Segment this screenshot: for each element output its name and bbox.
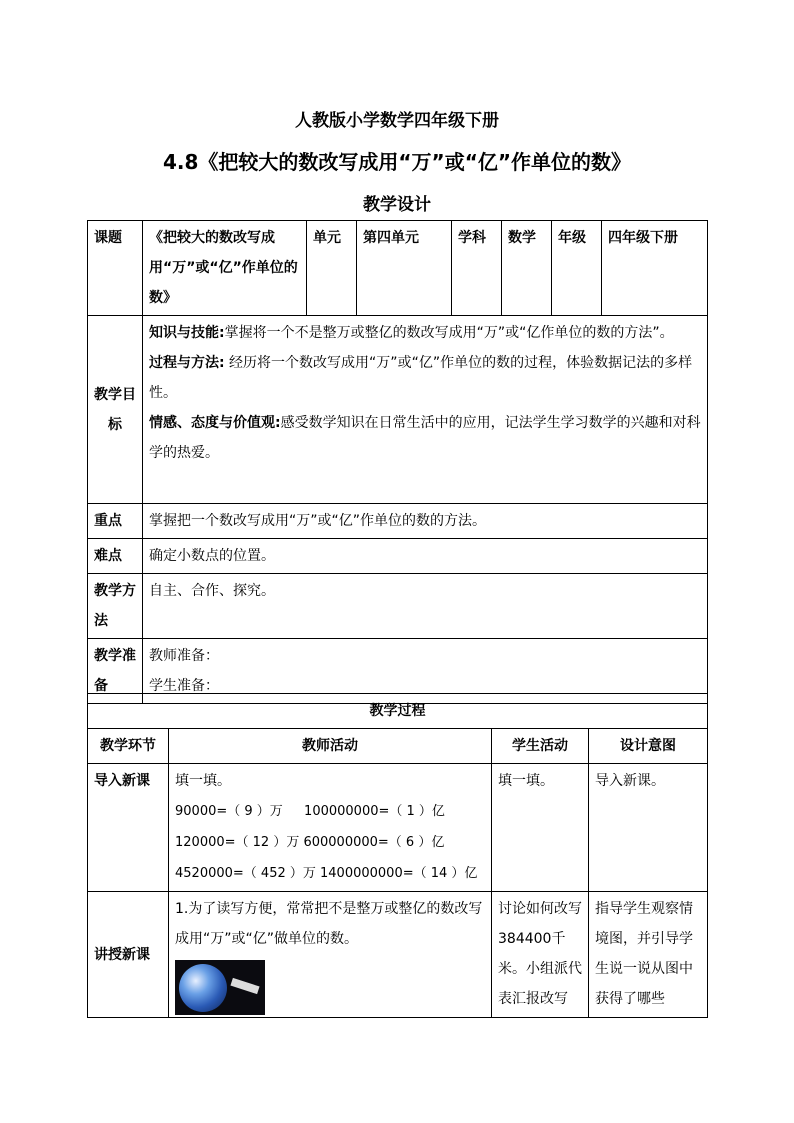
method-text: 自主、合作、探究。	[143, 574, 708, 639]
unit-label: 单元	[307, 221, 357, 316]
header-stage: 教学环节	[88, 729, 169, 764]
teacher-prep: 教师准备：	[149, 648, 219, 664]
lesson-title: 4.8《把较大的数改写成用“万”或“亿”作单位的数》	[162, 150, 631, 174]
earth-icon	[179, 964, 227, 1012]
process-row-new	[88, 892, 708, 1018]
teacher-activity-intro: 填一填。 90000=（ 9 ）万 100000000=（ 1 ）亿 120000=（ 12 ）万 600000000=（ 6 ）亿 4520000=（ 452 ）万 1400000000=（ 14 ）亿	[169, 764, 492, 892]
key-point-row	[88, 504, 708, 539]
objective-item: 知识与技能:掌握将一个不是整万或整亿的数改写成用“万”或“亿作单位的数的方法”。	[149, 325, 674, 341]
teacher-activity-new: 1.为了读写方便，常常把不是整万或整亿的数改写成用“万”或“亿”做单位的数。	[169, 892, 492, 1018]
fill-line: 4520000=（ 452 ）万 1400000000=（ 14 ）亿	[175, 866, 478, 881]
student-activity-intro: 填一填。	[492, 764, 589, 892]
distance-tag-icon	[230, 978, 259, 994]
header-teacher: 教师活动	[169, 729, 492, 764]
method-row	[88, 574, 708, 639]
fill-line: 120000=（ 12 ）万 600000000=（ 6 ）亿	[175, 835, 445, 850]
header-intent: 设计意图	[589, 729, 708, 764]
objectives-row	[88, 316, 708, 504]
process-row-intro	[88, 764, 708, 892]
lesson-info-table	[87, 220, 708, 704]
objectives-content	[143, 316, 708, 504]
info-row	[88, 221, 708, 316]
stage-intro: 导入新课	[88, 764, 169, 892]
topic-value: 《把较大的数改写成用“万”或“亿”作单位的数》	[143, 221, 307, 316]
difficulty-text: 确定小数点的位置。	[143, 539, 708, 574]
objective-item: 过程与方法: 经历将一个数改写成用“万”或“亿”作单位的数的过程，体验数据记法的多样性。	[149, 355, 693, 401]
grade-label: 年级	[552, 221, 602, 316]
subject-label: 学科	[452, 221, 502, 316]
process-header-row	[88, 729, 708, 764]
stage-new: 讲授新课	[88, 892, 169, 1018]
doc-series-title: 人教版小学数学四年级下册	[295, 111, 499, 131]
process-title-row	[88, 694, 708, 729]
intent-new: 指导学生观察情境图，并引导学生说一说从图中获得了哪些	[589, 892, 708, 1018]
earth-moon-image	[175, 960, 265, 1015]
difficulty-row	[88, 539, 708, 574]
topic-label: 课题	[88, 221, 143, 316]
method-label: 教学方法	[88, 574, 143, 639]
doc-type-title: 教学设计	[363, 195, 431, 215]
objective-item: 情感、态度与价值观:感受数学知识在日常生活中的应用，记法学生学习数学的兴趣和对科学的热爱。	[149, 415, 701, 461]
objectives-label: 教学目标	[88, 316, 143, 504]
header-student: 学生活动	[492, 729, 589, 764]
process-title: 教学过程	[88, 694, 708, 729]
intent-intro: 导入新课。	[589, 764, 708, 892]
grade-value: 四年级下册	[602, 221, 708, 316]
key-point-text: 掌握把一个数改写成用“万”或“亿”作单位的数的方法。	[143, 504, 708, 539]
difficulty-label: 难点	[88, 539, 143, 574]
prep-label: 教学准备	[88, 639, 143, 704]
unit-value: 第四单元	[357, 221, 452, 316]
student-prep: 学生准备：	[149, 678, 219, 694]
process-table	[87, 693, 708, 1018]
fill-line: 90000=（ 9 ）万 100000000=（ 1 ）亿	[175, 804, 445, 819]
key-point-label: 重点	[88, 504, 143, 539]
subject-value: 数学	[502, 221, 552, 316]
student-activity-new: 讨论如何改写384400千米。小组派代表汇报改写	[492, 892, 589, 1018]
